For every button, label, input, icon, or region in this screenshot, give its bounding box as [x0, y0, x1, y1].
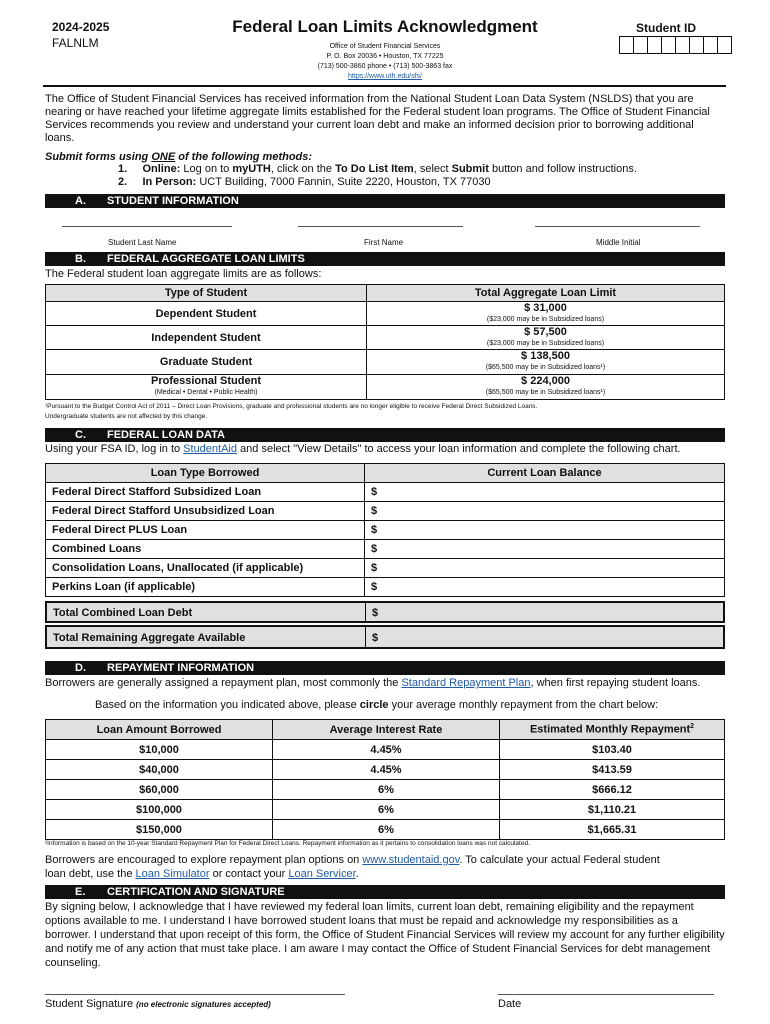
total-remaining-row: Total Remaining Aggregate Available $ [45, 625, 725, 649]
loan-balance-input[interactable]: $ [365, 540, 725, 559]
header-rule [43, 85, 726, 87]
table-row: Consolidation Loans, Unallocated (if applicable) $ [46, 559, 725, 578]
date-field[interactable] [498, 994, 714, 995]
table-row: Independent Student $ 57,500 ($23,000 may be in Subsidized loans) [46, 326, 725, 350]
table-row: Combined Loans $ [46, 540, 725, 559]
loan-servicer-link[interactable]: Loan Servicer [288, 868, 356, 880]
middle-initial-field[interactable] [535, 226, 700, 227]
col-type-of-student: Type of Student [46, 285, 367, 302]
signature-field[interactable] [45, 994, 345, 995]
first-name-label: First Name [364, 238, 404, 247]
loan-balance-input[interactable]: $ [365, 502, 725, 521]
table-header-row: Loan Type Borrowed Current Loan Balance [46, 464, 725, 483]
table-row: Federal Direct PLUS Loan $ [46, 521, 725, 540]
office-website-link[interactable]: https://www.uth.edu/sfs/ [348, 73, 422, 80]
office-name: Office of Student Financial Services [329, 43, 441, 50]
table-header-row: Loan Amount Borrowed Average Interest Rate Estimated Monthly Repayment$^2$ [46, 720, 725, 740]
form-code: FALNLM [52, 36, 99, 50]
form-title: Federal Loan Limits Acknowledgment [232, 17, 538, 36]
studentaid-gov-link[interactable]: www.studentaid.gov [362, 854, 460, 866]
section-b-intro: The Federal student loan aggregate limits are as follows: [45, 268, 322, 280]
aggregate-limits-table [45, 284, 725, 400]
table-row: Federal Direct Stafford Unsubsidized Loan $ [46, 502, 725, 521]
section-b-footnote: ¹Pursuant to the Budget Control Act of 2011 – Direct Loan Provisions, graduate and professional students are no longer eligible to receive Federal Direct Subsidized Loans. Undergraduate students are not affected by this change. [45, 403, 538, 420]
section-a-header: A. STUDENT INFORMATION [45, 194, 725, 208]
section-c-intro: Using your FSA ID, log in to StudentAid and select "View Details" to access your loan information and complete the following chart. [45, 443, 681, 455]
studentaid-link[interactable]: StudentAid [183, 443, 237, 455]
submit-method-in-person: 2. In Person: UCT Building, 7000 Fannin, Suite 2220, Houston, TX 77030 [118, 176, 491, 188]
section-b-header: B. FEDERAL AGGREGATE LOAN LIMITS [45, 252, 725, 266]
office-address: P. O. Box 20036 • Houston, TX 77225 [326, 53, 444, 60]
section-d-footnote: ²Information is based on the 10-year Standard Repayment Plan for Federal Direct Loans. Repayment information as it pertains to consolidation loans was not calculated. [45, 840, 530, 847]
section-d-intro: Borrowers are generally assigned a repayment plan, most commonly the Standard Repayment Plan, when first repaying student loans. [45, 677, 701, 689]
table-row[interactable]: $100,000 6% $1,110.21 [46, 800, 725, 820]
table-row[interactable]: $150,000 6% $1,665.31 [46, 820, 725, 840]
total-combined-row: Total Combined Loan Debt $ [45, 601, 725, 623]
total-remaining-input[interactable]: $ [372, 632, 379, 644]
section-d-instructions: Based on the information you indicated above, please circle your average monthly repayment from the chart below: [95, 699, 659, 711]
last-name-field[interactable] [62, 226, 232, 227]
loan-simulator-link[interactable]: Loan Simulator [135, 868, 210, 880]
academic-year: 2024-2025 [52, 20, 110, 34]
office-block [250, 42, 520, 82]
loan-balance-input[interactable]: $ [365, 578, 725, 597]
repayment-table [45, 719, 725, 840]
table-row: Dependent Student $ 31,000 ($23,000 may be in Subsidized loans) [46, 302, 725, 326]
table-row[interactable]: $60,000 6% $666.12 [46, 780, 725, 800]
loan-balance-input[interactable]: $ [365, 521, 725, 540]
middle-initial-label: Middle Initial [596, 238, 641, 247]
intro-paragraph: The Office of Student Financial Services has received information from the National Student Loan Data System (NSLDS) that you are nearing or have reached your lifetime aggregate limits established for the Federal student loan programs. The Office of Student Financial Services recommends you review and understand your current loan debt and make an informed decision prior to borrowing additional loans. [45, 93, 710, 144]
table-row[interactable]: $40,000 4.45% $413.59 [46, 760, 725, 780]
first-name-field[interactable] [298, 226, 463, 227]
certification-text: By signing below, I acknowledge that I have reviewed my federal loan limits, current loan debt, remaining eligibility and the repayment options available to me. I understand I have borrowed student loans that must be repaid and acknowledge my responsibilities as a borrower. I understand that upon receipt of this form, the Office of Student Financial Services will review my account for any further eligibility and notify me of any action that must take place. I am aware I may contact the Office of Student Financial Services for debt management counseling. [45, 901, 725, 969]
loan-balance-input[interactable]: $ [365, 483, 725, 502]
total-combined-input[interactable]: $ [372, 607, 379, 619]
col-total-limit: Total Aggregate Loan Limit [367, 285, 725, 302]
submit-heading: Submit forms using ONE of the following methods: [45, 151, 313, 163]
last-name-label: Student Last Name [108, 238, 177, 247]
explore-paragraph: Borrowers are encouraged to explore repayment plan options on www.studentaid.gov. To calculate your actual Federal student loan debt, use the Loan Simulator or contact your Loan Servicer. [45, 854, 660, 880]
loan-balance-input[interactable]: $ [365, 559, 725, 578]
table-header-row [46, 285, 725, 302]
section-e-header: E. CERTIFICATION AND SIGNATURE [45, 885, 725, 899]
standard-repayment-plan-link[interactable]: Standard Repayment Plan [401, 677, 531, 689]
table-row: Graduate Student $ 138,500 ($65,500 may be in Subsidized loans¹) [46, 350, 725, 375]
student-id-boxes[interactable] [619, 36, 731, 57]
section-c-header: C. FEDERAL LOAN DATA [45, 428, 725, 442]
loan-data-table [45, 463, 725, 597]
table-row: Perkins Loan (if applicable) $ [46, 578, 725, 597]
table-row: Federal Direct Stafford Subsidized Loan $ [46, 483, 725, 502]
table-row: Professional Student (Medical • Dental • Public Health) $ 224,000 ($65,500 may be in Subsidized loans¹) [46, 375, 725, 400]
submit-method-online: 1. Online: Log on to myUTH, click on the To Do List Item, select Submit button and follow instructions. [118, 163, 637, 175]
office-phone: (713) 500-3860 phone • (713) 500-3863 fax [317, 63, 453, 70]
date-label: Date [498, 998, 522, 1010]
signature-label: Student Signature (no electronic signatures accepted) [45, 998, 271, 1010]
student-id-label: Student ID [636, 21, 696, 35]
table-row[interactable]: $10,000 4.45% $103.40 [46, 740, 725, 760]
section-d-header: D. REPAYMENT INFORMATION [45, 661, 725, 675]
